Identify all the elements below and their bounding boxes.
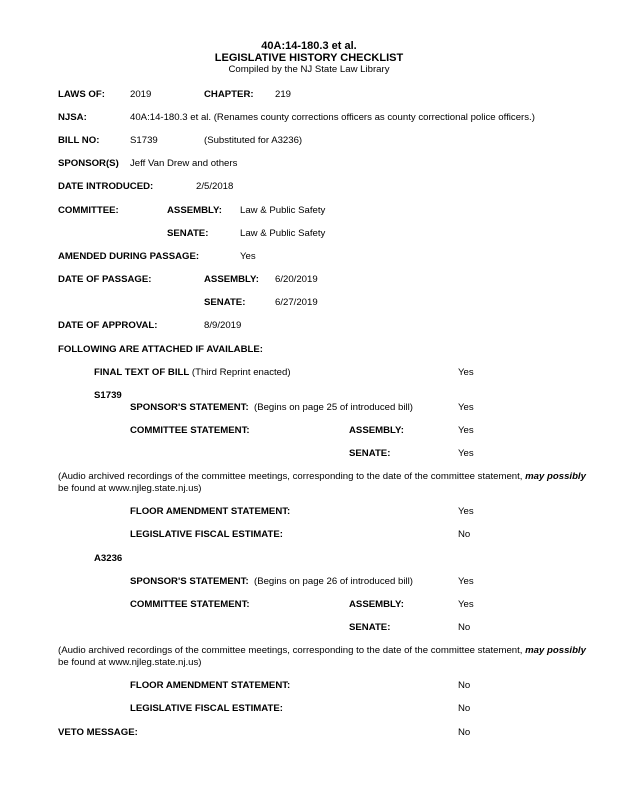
a3236-audio-pre: (Audio archived recordings of the committee meetings, corresponding to the date of the committee statement, — [58, 645, 526, 656]
committee-label: COMMITTEE: — [58, 205, 119, 216]
a3236-fiscal-label: LEGISLATIVE FISCAL ESTIMATE: — [130, 703, 283, 714]
a3236-committee-label: COMMITTEE STATEMENT: — [130, 599, 250, 610]
s1739-floor-label: FLOOR AMENDMENT STATEMENT: — [130, 506, 291, 517]
final-text-note: (Third Reprint enacted) — [191, 367, 291, 378]
final-text-value: Yes — [458, 367, 474, 378]
a3236-floor-value: No — [458, 680, 471, 691]
s1739-audio-em: may possibly — [525, 471, 586, 482]
date-introduced-value: 2/5/2018 — [196, 181, 234, 192]
s1739-fiscal-label: LEGISLATIVE FISCAL ESTIMATE: — [130, 529, 283, 540]
veto-label: VETO MESSAGE: — [58, 727, 138, 738]
bill-no-label: BILL NO: — [58, 135, 100, 146]
sponsors-label: SPONSOR(S) — [58, 158, 119, 169]
bill-no-note: (Substituted for A3236) — [204, 135, 303, 146]
laws-of-value: 2019 — [130, 89, 152, 100]
a3236-audio-note-line1 — [58, 645, 586, 657]
s1739-assembly-value: Yes — [458, 425, 474, 436]
passage-senate-value: 6/27/2019 — [275, 297, 318, 308]
veto-value: No — [458, 727, 471, 738]
committee-senate-label: SENATE: — [167, 228, 209, 239]
final-text-label: FINAL TEXT OF BILL — [94, 367, 190, 378]
a3236-fiscal-value: No — [458, 703, 471, 714]
passage-label: DATE OF PASSAGE: — [58, 274, 152, 285]
a3236-audio-em: may possibly — [525, 645, 586, 656]
passage-assembly-label: ASSEMBLY: — [204, 274, 259, 285]
a3236-sponsor-note: (Begins on page 26 of introduced bill) — [254, 576, 413, 587]
s1739-assembly-label: ASSEMBLY: — [349, 425, 404, 436]
a3236-assembly-value: Yes — [458, 599, 474, 610]
s1739-committee-label: COMMITTEE STATEMENT: — [130, 425, 250, 436]
chapter-label: CHAPTER: — [204, 89, 254, 100]
chapter-value: 219 — [275, 89, 292, 100]
amended-value: Yes — [240, 251, 256, 262]
committee-senate-value: Law & Public Safety — [240, 228, 326, 239]
s1739-sponsor-value: Yes — [458, 402, 474, 413]
approval-label: DATE OF APPROVAL: — [58, 320, 158, 331]
amended-label: AMENDED DURING PASSAGE: — [58, 251, 200, 262]
s1739-audio-note-line2: be found at www.njleg.state.nj.us) — [58, 483, 202, 494]
bill-no-value: S1739 — [130, 135, 158, 146]
a3236-heading: A3236 — [94, 553, 123, 564]
s1739-audio-pre: (Audio archived recordings of the committee meetings, corresponding to the date of the committee statement, — [58, 471, 526, 482]
a3236-sponsor-row — [130, 576, 413, 588]
a3236-audio-note-line2: be found at www.njleg.state.nj.us) — [58, 657, 202, 668]
passage-senate-label: SENATE: — [204, 297, 246, 308]
attached-heading: FOLLOWING ARE ATTACHED IF AVAILABLE: — [58, 344, 263, 355]
committee-assembly-label: ASSEMBLY: — [167, 205, 222, 216]
a3236-sponsor-label: SPONSOR'S STATEMENT: — [130, 576, 249, 587]
s1739-senate-label: SENATE: — [349, 448, 391, 459]
a3236-assembly-label: ASSEMBLY: — [349, 599, 404, 610]
s1739-senate-value: Yes — [458, 448, 474, 459]
a3236-floor-label: FLOOR AMENDMENT STATEMENT: — [130, 680, 291, 691]
njsa-value: 40A:14-180.3 et al. (Renames county corrections officers as county correctional police officers.) — [130, 112, 535, 123]
a3236-senate-label: SENATE: — [349, 622, 391, 633]
passage-assembly-value: 6/20/2019 — [275, 274, 318, 285]
laws-of-label: LAWS OF: — [58, 89, 105, 100]
committee-assembly-value: Law & Public Safety — [240, 205, 326, 216]
s1739-heading: S1739 — [94, 390, 122, 401]
s1739-sponsor-label: SPONSOR'S STATEMENT: — [130, 402, 249, 413]
final-text-row — [94, 367, 291, 379]
a3236-sponsor-value: Yes — [458, 576, 474, 587]
njsa-label: NJSA: — [58, 112, 87, 123]
sponsors-value: Jeff Van Drew and others — [130, 158, 238, 169]
document-subtitle: LEGISLATIVE HISTORY CHECKLIST — [214, 52, 404, 64]
date-introduced-label: DATE INTRODUCED: — [58, 181, 154, 192]
s1739-sponsor-row — [130, 402, 413, 414]
s1739-audio-note-line1 — [58, 471, 586, 483]
document-title: 40A:14-180.3 et al. — [261, 40, 357, 52]
s1739-sponsor-note: (Begins on page 25 of introduced bill) — [254, 402, 413, 413]
compiled-by: Compiled by the NJ State Law Library — [228, 64, 390, 75]
s1739-fiscal-value: No — [458, 529, 471, 540]
approval-value: 8/9/2019 — [204, 320, 242, 331]
a3236-senate-value: No — [458, 622, 471, 633]
s1739-floor-value: Yes — [458, 506, 474, 517]
